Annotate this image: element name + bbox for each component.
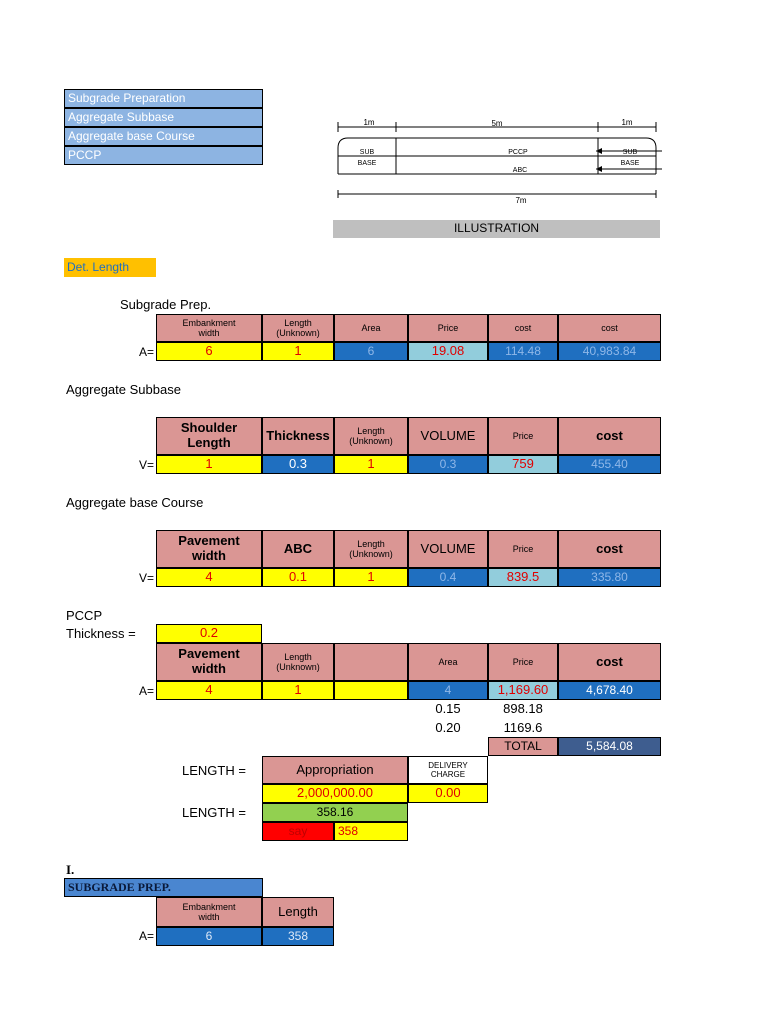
pccp-total-value: 5,584.08 <box>558 737 661 756</box>
subbase-value-thickness[interactable]: 0.3 <box>262 455 334 474</box>
pccp-thickness-option-b: 0.20 <box>435 720 461 736</box>
pccp-title: PCCP <box>66 608 103 623</box>
pccp-header-cost: cost <box>558 643 661 681</box>
pccp-value-length[interactable]: 1 <box>262 681 334 700</box>
index-item-abc[interactable]: Aggregate base Course <box>64 127 263 146</box>
subbase-value-shoulder[interactable]: 1 <box>156 455 262 474</box>
road-cross-section-diagram <box>334 112 664 212</box>
pccp-price-option-b: 1169.6 <box>503 720 543 736</box>
section-one-header-length: Length <box>262 897 334 927</box>
pccp-header-pavement: Pavement width <box>156 643 262 681</box>
abc-header-pavement: Pavement width <box>156 530 262 568</box>
abc-value-length[interactable]: 1 <box>334 568 408 587</box>
pccp-thickness-value[interactable]: 0.2 <box>156 624 262 643</box>
section-one-header-embankment: Embankment width <box>156 897 262 927</box>
index-item-subgrade[interactable]: Subgrade Preparation <box>64 89 263 108</box>
say-value: 358 <box>334 822 408 841</box>
pccp-label: PCCP <box>508 149 528 156</box>
section-one-value-embankment: 6 <box>156 927 262 946</box>
pccp-row-label: A= <box>138 684 154 698</box>
abc-value-abc[interactable]: 0.1 <box>262 568 334 587</box>
subgrade-value-embankment[interactable]: 6 <box>156 342 262 361</box>
abc-header-price: Price <box>488 530 558 568</box>
pccp-header-length: Length (Unknown) <box>262 643 334 681</box>
pccp-value-price[interactable]: 1,169.60 <box>488 681 558 700</box>
subgrade-header-price: Price <box>408 314 488 342</box>
appropriation-header: Appropriation <box>262 756 408 784</box>
section-one-value-length: 358 <box>262 927 334 946</box>
abc-label: ABC <box>512 167 528 174</box>
subbase-header-length: Length (Unknown) <box>334 417 408 455</box>
abc-value-price[interactable]: 839.5 <box>488 568 558 587</box>
subbase-value-price[interactable]: 759 <box>488 455 558 474</box>
subgrade-value-area: 6 <box>334 342 408 361</box>
pccp-value-area: 4 <box>408 681 488 700</box>
pccp-thickness-label: Thickness = <box>66 626 136 641</box>
abc-value-pavement[interactable]: 4 <box>156 568 262 587</box>
section-one-title: SUBGRADE PREP. <box>64 878 263 897</box>
abc-row-label: V= <box>138 571 154 585</box>
abc-value-cost: 335.80 <box>558 568 661 587</box>
subgrade-header-cost-2: cost <box>558 314 661 342</box>
total-width-label: 7m <box>515 196 527 205</box>
subbase-header-thickness: Thickness <box>262 417 334 455</box>
subbase-header-shoulder: Shoulder Length <box>156 417 262 455</box>
abc-header-abc: ABC <box>262 530 334 568</box>
pccp-thickness-option-a: 0.15 <box>435 701 461 717</box>
index-item-subbase[interactable]: Aggregate Subbase <box>64 108 263 127</box>
subbase-header-price: Price <box>488 417 558 455</box>
index-item-pccp[interactable]: PCCP <box>64 146 263 165</box>
subgrade-header-cost: cost <box>488 314 558 342</box>
subgrade-header-length: Length (Unknown) <box>262 314 334 342</box>
abc-header-cost: cost <box>558 530 661 568</box>
delivery-charge-header: DELIVERY CHARGE <box>408 756 488 784</box>
subgrade-title: Subgrade Prep. <box>120 297 212 312</box>
dim-right-label: 1m <box>621 118 633 127</box>
pccp-value-pavement[interactable]: 4 <box>156 681 262 700</box>
subbase-value-length[interactable]: 1 <box>334 455 408 474</box>
pccp-header-blank <box>334 643 408 681</box>
say-label: say <box>262 822 334 841</box>
section-numeral: I. <box>66 862 75 877</box>
dim-mid-label: 5m <box>491 119 503 128</box>
subgrade-header-embankment: Embankment width <box>156 314 262 342</box>
length-label-2: LENGTH = <box>182 805 246 820</box>
subbase-value-cost: 455.40 <box>558 455 661 474</box>
appropriation-value[interactable]: 2,000,000.00 <box>262 784 408 803</box>
dim-left-label: 1m <box>363 118 375 127</box>
abc-value-volume: 0.4 <box>408 568 488 587</box>
pccp-total-label: TOTAL <box>488 737 558 756</box>
subbase-value-volume: 0.3 <box>408 455 488 474</box>
abc-header-length: Length (Unknown) <box>334 530 408 568</box>
pccp-value-cost: 4,678.40 <box>558 681 661 700</box>
pccp-value-blank[interactable] <box>334 681 408 700</box>
subgrade-header-area: Area <box>334 314 408 342</box>
subbase-header-cost: cost <box>558 417 661 455</box>
subbase-row-label: V= <box>138 458 154 472</box>
subgrade-value-cost: 114.48 <box>488 342 558 361</box>
subgrade-value-length[interactable]: 1 <box>262 342 334 361</box>
abc-title: Aggregate base Course <box>66 495 204 510</box>
subgrade-value-cost-2: 40,983.84 <box>558 342 661 361</box>
subbase-title: Aggregate Subbase <box>66 382 181 397</box>
subgrade-value-price[interactable]: 19.08 <box>408 342 488 361</box>
pccp-header-price: Price <box>488 643 558 681</box>
section-one-row-label: A= <box>138 929 154 943</box>
det-length-label: Det. Length <box>64 258 156 277</box>
length-result: 358.16 <box>262 803 408 822</box>
delivery-charge-value[interactable]: 0.00 <box>408 784 488 803</box>
sub-base-left-label: SUB BASE <box>357 149 377 167</box>
length-label-1: LENGTH = <box>182 763 246 778</box>
subgrade-row-label: A= <box>138 345 154 359</box>
pccp-price-option-a: 898.18 <box>503 701 543 717</box>
pccp-header-area: Area <box>408 643 488 681</box>
illustration-caption: ILLUSTRATION <box>333 220 660 238</box>
subbase-header-volume: VOLUME <box>408 417 488 455</box>
sub-base-right-label: SUB BASE <box>620 149 640 167</box>
abc-header-volume: VOLUME <box>408 530 488 568</box>
